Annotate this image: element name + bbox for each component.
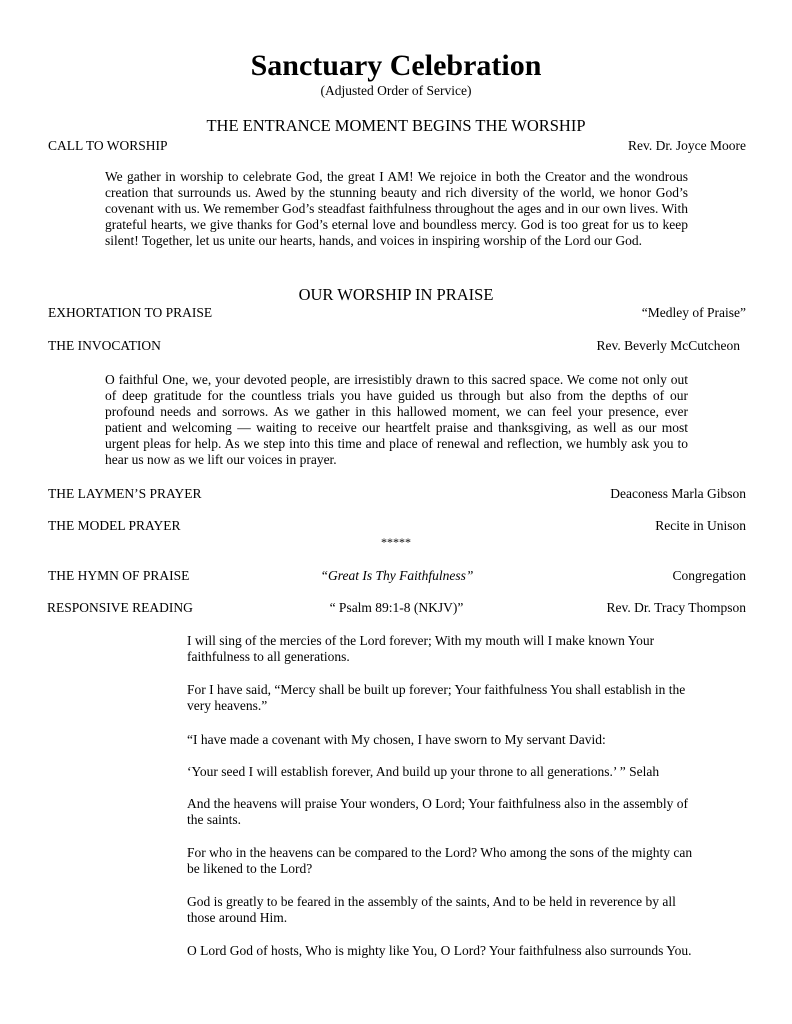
hymn-label: THE HYMN OF PRAISE [48, 568, 190, 583]
call-to-worship-leader: Rev. Dr. Joyce Moore [628, 138, 746, 153]
responsive-reading-scripture: “ Psalm 89:1-8 (NKJV)” [329, 600, 464, 615]
exhortation-song: “Medley of Praise” [641, 305, 746, 320]
laymens-prayer-label: THE LAYMEN’S PRAYER [48, 486, 202, 501]
reading-verse: “I have made a covenant with My chosen, I have sworn to My servant David: [187, 732, 606, 747]
reading-verse: For I have said, “Mercy shall be built up forever; Your faithfulness You shall establish in the very heavens.” [187, 682, 686, 713]
separator: ***** [381, 535, 411, 549]
reading-verse: And the heavens will praise Your wonders, O Lord; Your faithfulness also in the assembly of the saints. [187, 796, 688, 827]
invocation-leader: Rev. Beverly McCutcheon [596, 338, 740, 353]
exhortation-label: EXHORTATION TO PRAISE [48, 305, 213, 320]
hymn-singer: Congregation [672, 568, 746, 583]
responsive-reading-label: RESPONSIVE READING [47, 600, 193, 615]
invocation-text: O faithful One, we, your devoted people, are irresistibly drawn to this sacred space. We come not only out of deep gratitude for the countless trials you have guided us through but also from the depths of our profound needs and sorrows. As we gather in this hallowed moment, we can feel your presence, ever patient and welcoming — waiting to receive our heartfelt praise and thanksgiving, as well as our most urgent pleas for help. As we step into this time and place of renewal and reflection, we humbly ask you to hear us now as we lift our voices in prayer. [105, 372, 688, 467]
reading-verse: ‘Your seed I will establish forever, And build up your throne to all generations.’ ” Selah [187, 764, 660, 779]
page-subtitle: (Adjusted Order of Service) [320, 83, 472, 98]
reading-verse: For who in the heavens can be compared to the Lord? Who among the sons of the mighty can be likened to the Lord? [187, 845, 693, 876]
responsive-reading-leader: Rev. Dr. Tracy Thompson [606, 600, 746, 615]
laymens-prayer-leader: Deaconess Marla Gibson [610, 486, 746, 501]
hymn-title: “Great Is Thy Faithfulness” [320, 568, 474, 583]
page-title: Sanctuary Celebration [250, 49, 542, 82]
reading-verse: God is greatly to be feared in the assembly of the saints, And to be held in reverence by all those around Him. [187, 894, 676, 925]
reading-verse: O Lord God of hosts, Who is mighty like You, O Lord? Your faithfulness also surrounds You. [187, 943, 692, 958]
model-prayer-instruction: Recite in Unison [655, 518, 746, 533]
reading-verse: I will sing of the mercies of the Lord forever; With my mouth will I make known Your faithfulness to all generations. [187, 633, 655, 664]
invocation-label: THE INVOCATION [48, 338, 161, 353]
section-heading-praise: OUR WORSHIP IN PRAISE [298, 285, 494, 304]
model-prayer-label: THE MODEL PRAYER [48, 518, 181, 533]
call-to-worship-text: We gather in worship to celebrate God, the great I AM! We rejoice in both the Creator and the wondrous creation that surrounds us. Awed by the stunning beauty and rich diversity of the world, we honor God’s covenant with us. We remember God’s steadfast faithfulness throughout the ages and in our own lives. With grateful hearts, we give thanks for God’s eternal love and boundless mercy. God is too great for us to keep silent! Together, let us unite our hearts, hands, and voices in inspiring worship of the Lord our God. [105, 169, 688, 248]
section-heading-entrance: THE ENTRANCE MOMENT BEGINS THE WORSHIP [206, 116, 586, 135]
call-to-worship-label: CALL TO WORSHIP [48, 138, 168, 153]
